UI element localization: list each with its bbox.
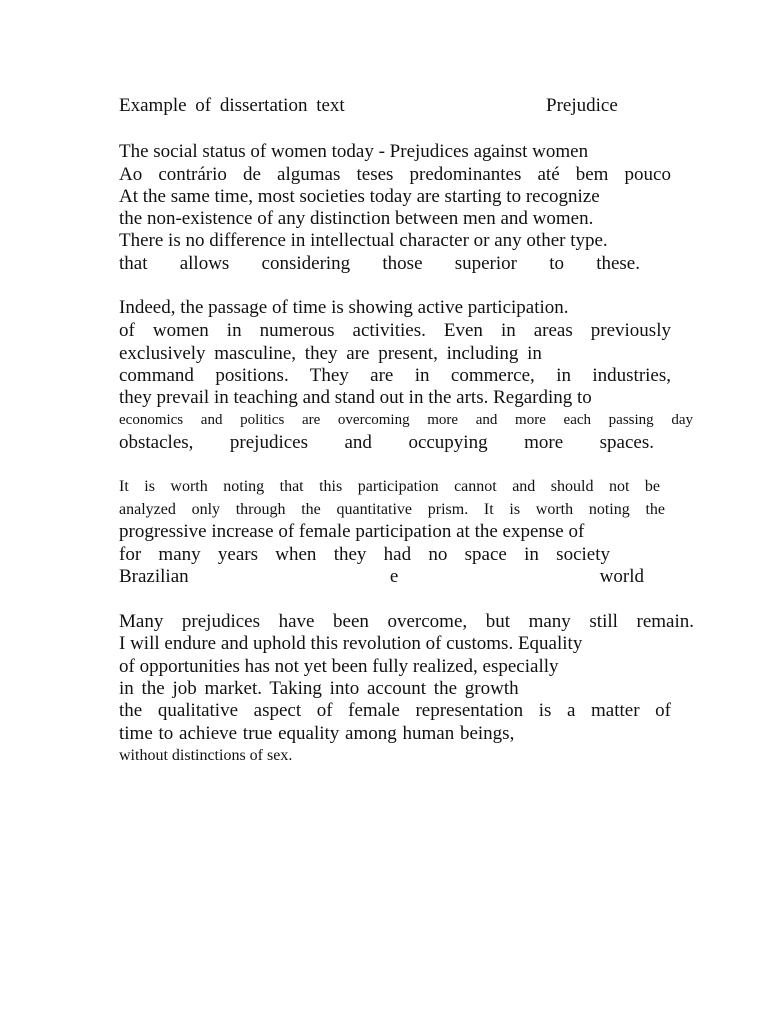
text-line: exclusively masculine, they are present, including in [119, 343, 542, 364]
text-line: Brazilian e world [119, 566, 644, 587]
text-line: command positions. They are in commerce, in industries, [119, 365, 671, 386]
text-line: they prevail in teaching and stand out in the arts. Regarding to [119, 387, 592, 408]
text-line: At the same time, most societies today are starting to recognize [119, 186, 600, 207]
text-line: in the job market. Taking into account the growth [119, 678, 519, 699]
text-line: of opportunities has not yet been fully realized, especially [119, 656, 559, 677]
text-line: There is no difference in intellectual character or any other type. [119, 230, 608, 251]
text-line: The social status of women today - Prejudices against women [119, 141, 589, 162]
text-line: that allows considering those superior to these. [119, 253, 640, 274]
document-topic: Prejudice [546, 95, 618, 116]
text-line: the qualitative aspect of female representation is a matter of [119, 700, 671, 721]
text-line: Many prejudices have been overcome, but many still remain. [119, 611, 694, 632]
text-line: the non-existence of any distinction between men and women. [119, 208, 594, 229]
text-line: progressive increase of female participation at the expense of [119, 521, 585, 542]
text-line: obstacles, prejudices and occupying more spaces. [119, 432, 654, 453]
text-line: of women in numerous activities. Even in areas previously [119, 320, 671, 341]
text-line: Ao contrário de algumas teses predominantes até bem pouco [119, 164, 671, 185]
text-line: economics and politics are overcoming more and more each passing day [119, 412, 693, 428]
text-line: for many years when they had no space in society [119, 544, 610, 565]
text-line: without distinctions of sex. [119, 747, 293, 764]
text-line: analyzed only through the quantitative prism. It is worth noting the [119, 501, 665, 518]
text-line: I will endure and uphold this revolution of customs. Equality [119, 633, 583, 654]
text-line: time to achieve true equality among human beings, [119, 723, 515, 744]
text-line: It is worth noting that this participation cannot and should not be [119, 478, 660, 495]
text-line: Indeed, the passage of time is showing active participation. [119, 297, 569, 318]
document-heading: Example of dissertation text [119, 95, 345, 116]
